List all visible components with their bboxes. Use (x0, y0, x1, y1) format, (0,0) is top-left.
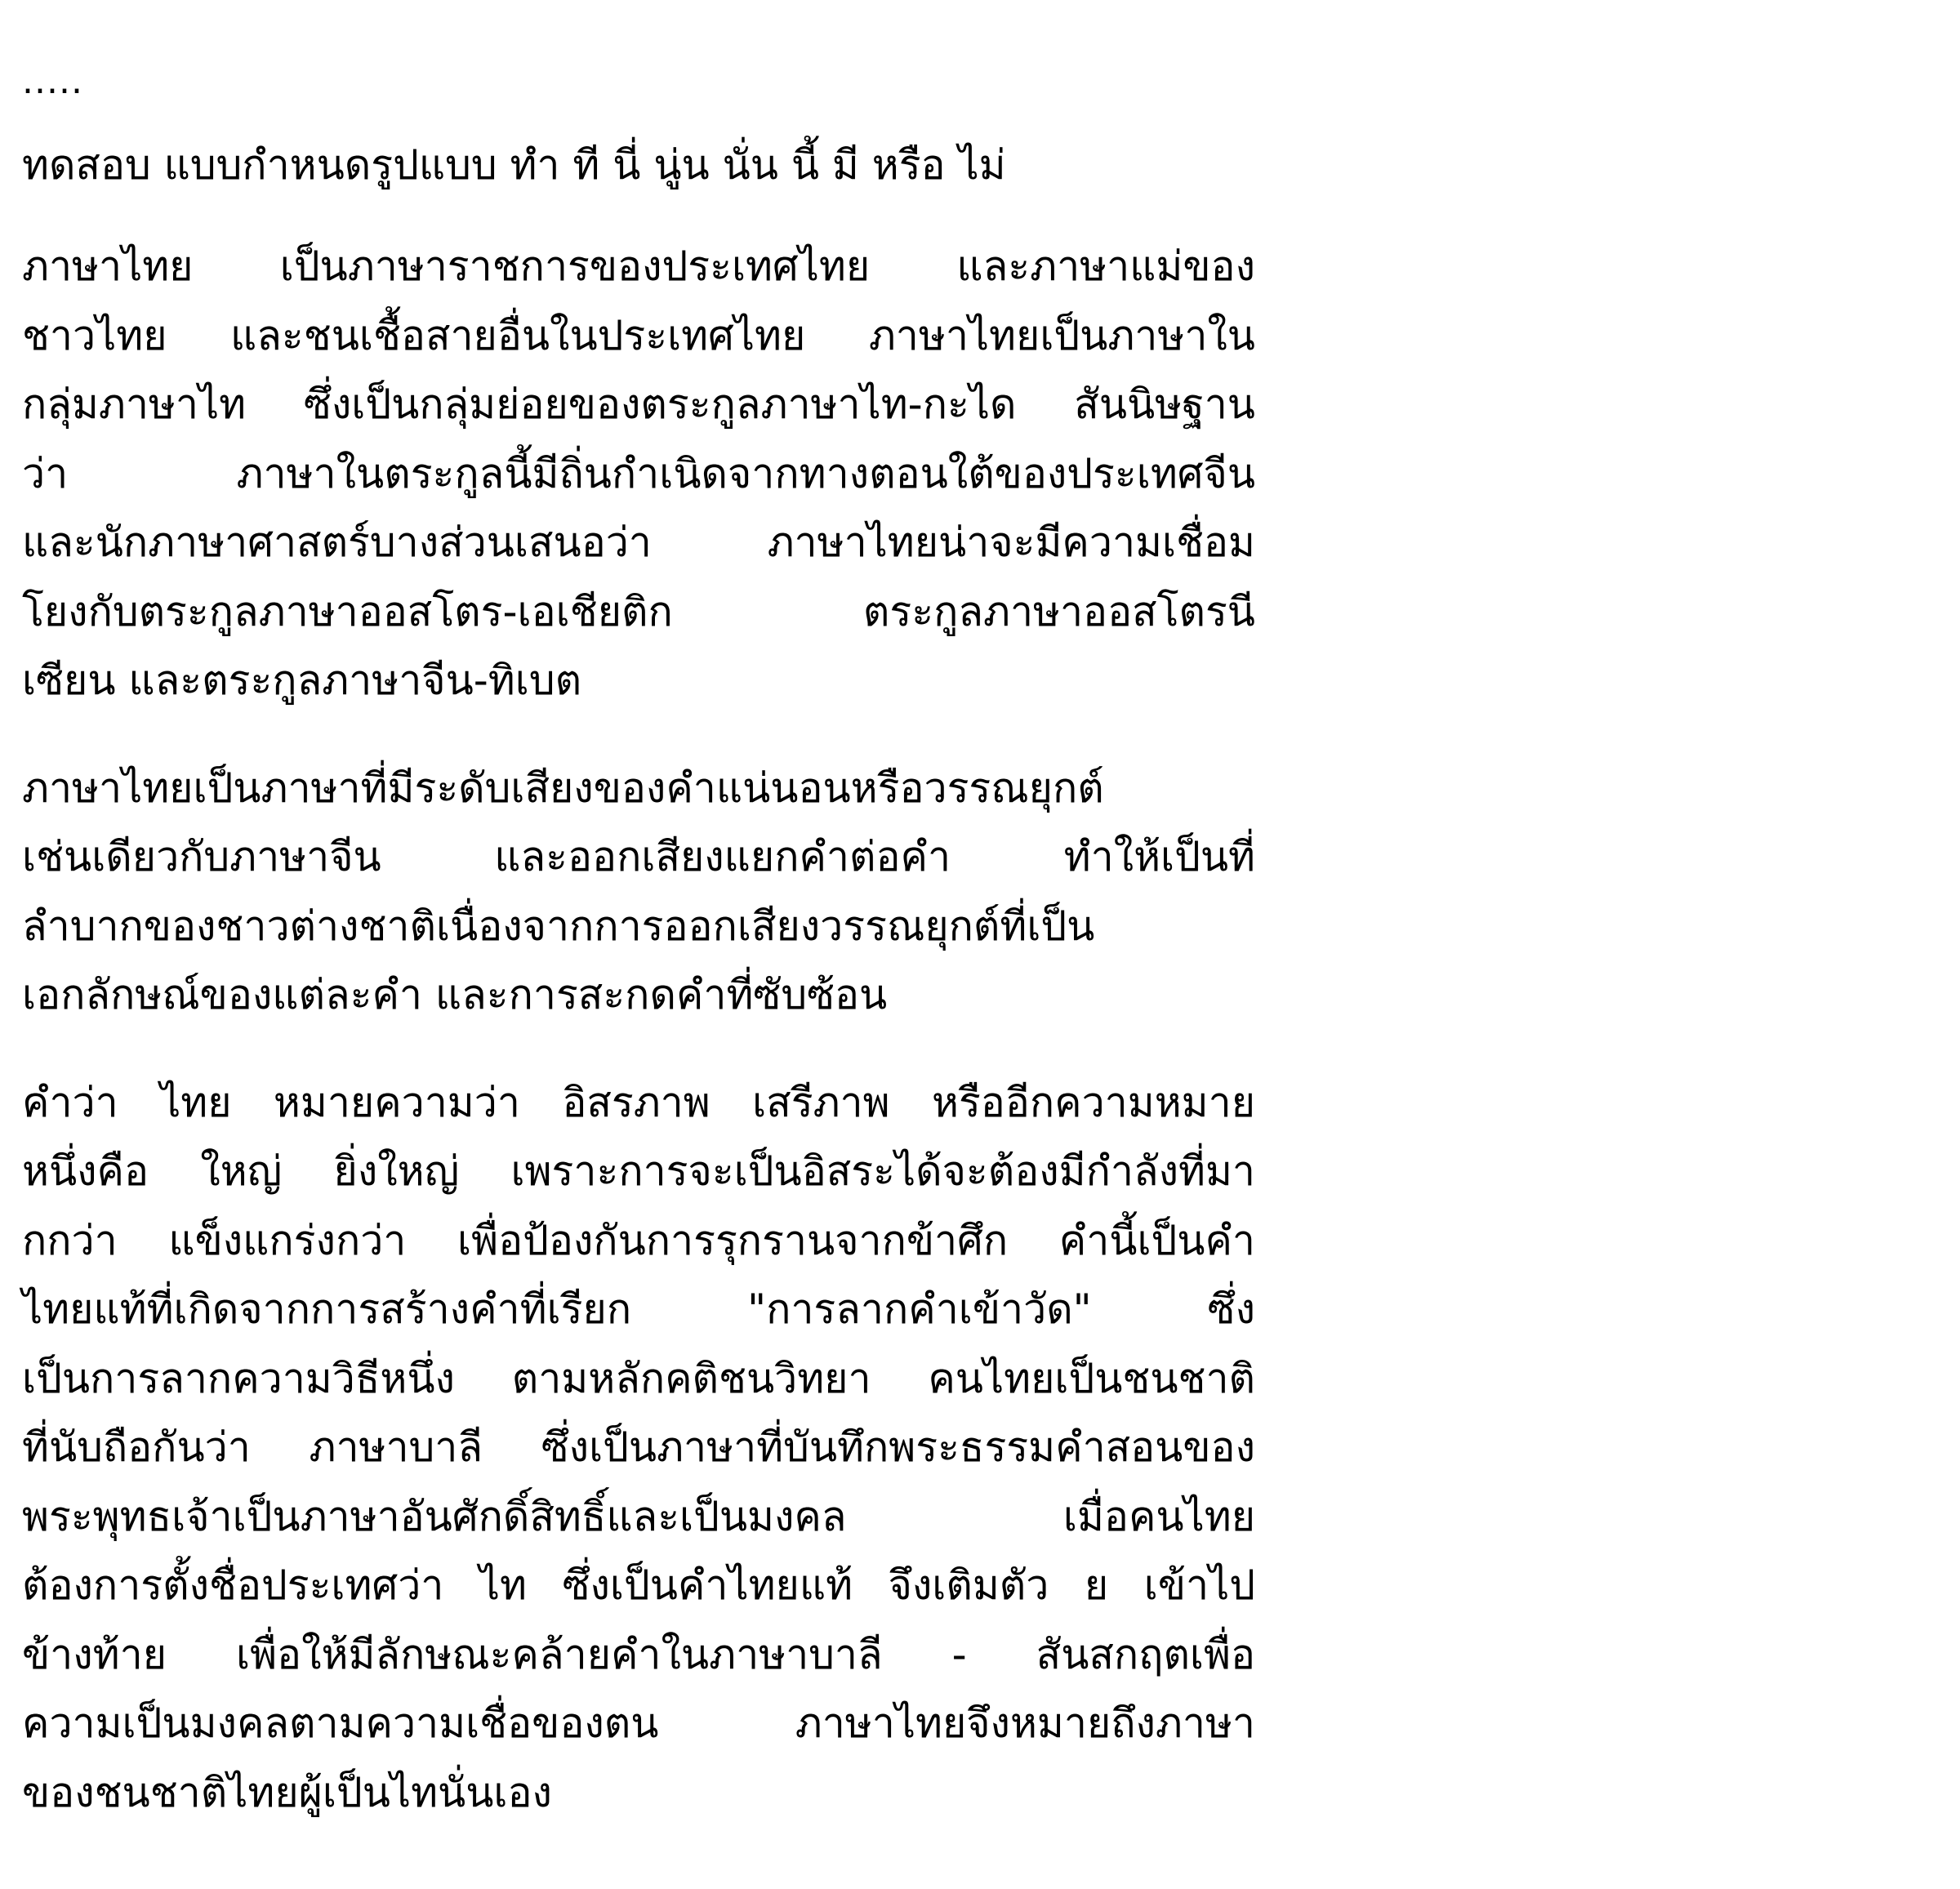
paragraph-line: ภาษาไทย เป็นภาษาราชการของประเทศไทย และภาษาแม่ของ (22, 243, 1255, 290)
paragraph-line: ที่นับถือกันว่า ภาษาบาลี ซึ่งเป็นภาษาที่บันทึกพระธรรมคำสอนของ (22, 1423, 1255, 1471)
paragraph-line: เอกลักษณ์ของแต่ละคำ และการสะกดคำที่ซับซ้อน (22, 971, 888, 1018)
test-formatting-line: ทดสอบ แบบกำหนดรูปแบบ ทำ ที นี่ นู่น นั่น นี้ มี หรือ ไม่ (22, 141, 1006, 189)
paragraph-line: หนึ่งคือ ใหญ่ ยิ่งใหญ่ เพราะการจะเป็นอิสระได้จะต้องมีกำลังที่มา (22, 1147, 1255, 1195)
paragraph-line: ต้องการตั้งชื่อประเทศว่า ไท ซึ่งเป็นคำไทยแท้ จึงเติมตัว ย เข้าไป (22, 1562, 1255, 1609)
paragraph-line: คำว่า ไทย หมายความว่า อิสรภาพ เสรีภาพ หรืออีกความหมาย (22, 1078, 1255, 1126)
paragraph-thai-language-intro (22, 232, 1255, 715)
paragraph-line: ไทยแท้ที่เกิดจากการสร้างคำที่เรียก "การลากคำเข้าวัด" ซึ่ง (22, 1285, 1255, 1333)
paragraph-line: ชาวไทย และชนเชื้อสายอื่นในประเทศไทย ภาษาไทยเป็นภาษาใน (22, 311, 1255, 359)
paragraph-line: พระพุทธเจ้าเป็นภาษาอันศักดิ์สิทธิ์และเป็นมงคล เมื่อคนไทย (22, 1492, 1255, 1540)
paragraph-line: ภาษาไทยเป็นภาษาที่มีระดับเสียงของคำแน่นอนหรือวรรณยุกต์ (22, 764, 1104, 812)
paragraph-line: กลุ่มภาษาไท ซึ่งเป็นกลุ่มย่อยของตระกูลภาษาไท-กะได สันนิษฐาน (22, 381, 1255, 428)
paragraph-thai-tones (22, 754, 1255, 1030)
paragraph-meaning-of-thai (22, 1068, 1255, 1828)
paragraph-line: เซียน และตระกูลภาษาจีน-ทิเบต (22, 657, 582, 704)
paragraph-line: ข้างท้าย เพื่อให้มีลักษณะคล้ายคำในภาษาบาลี - สันสกฤตเพื่อ (22, 1630, 1255, 1678)
ellipsis-text: ..... (22, 60, 83, 102)
paragraph-line: ลำบากของชาวต่างชาติเนื่องจากการออกเสียงวรรณยุกต์ที่เป็น (22, 902, 1095, 950)
document-body (22, 57, 1255, 1865)
paragraph-line: เช่นเดียวกับภาษาจีน และออกเสียงแยกคำต่อคำ ทำให้เป็นที่ (22, 833, 1255, 880)
paragraph-line: กกว่า แข็งแกร่งกว่า เพื่อป้องกันการรุกรานจากข้าศึก คำนี้เป็นคำ (22, 1216, 1255, 1264)
paragraph-line: ของชนชาติไทยผู้เป็นไทนั่นเอง (22, 1768, 552, 1816)
paragraph-line: เป็นการลากความวิธีหนึ่ง ตามหลักคติชนวิทยา คนไทยเป็นชนชาติ (22, 1354, 1255, 1402)
paragraph-line: และนักภาษาศาสตร์บางส่วนเสนอว่า ภาษาไทยน่าจะมีความเชื่อม (22, 519, 1255, 566)
paragraph-line: ว่า ภาษาในตระกูลนี้มีถิ่นกำเนิดจากทางตอนใต้ของประเทศจีน (22, 449, 1255, 497)
paragraph-line: โยงกับตระกูลภาษาออสโตร-เอเชียติก ตระกูลภาษาออสโตรนี (22, 587, 1255, 635)
paragraph-line: ความเป็นมงคลตามความเชื่อของตน ภาษาไทยจึงหมายถึงภาษา (22, 1700, 1255, 1747)
